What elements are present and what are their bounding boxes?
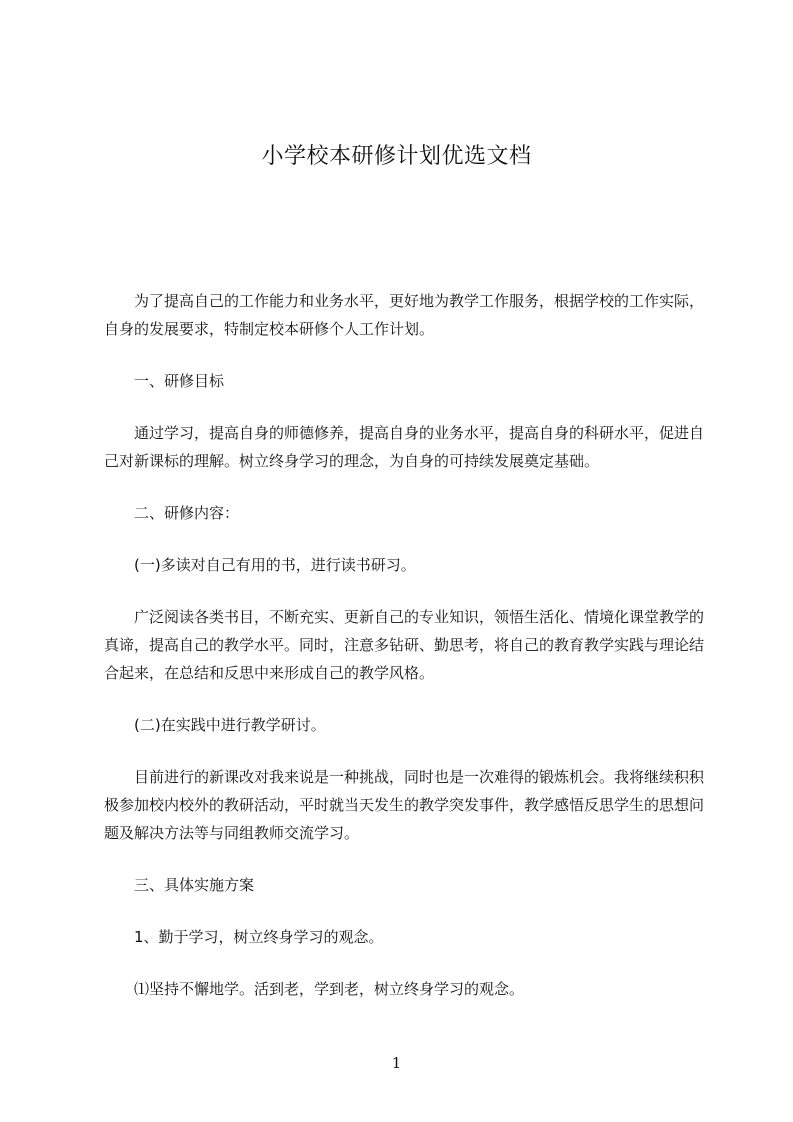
section-heading-plan: 三、具体实施方案 [134, 876, 255, 894]
document-body [104, 287, 704, 1003]
reading-paragraph: 广泛阅读各类书目，不断充实、更新自己的专业知识，领悟生活化、情境化课堂教学的真谛，提高自己的教学水平。同时，注意多钻研、勤思考，将自己的教育教学实践与理论结合起来，在总结和反思中来形成自己的教学风格。 [104, 608, 705, 682]
intro-paragraph: 为了提高自己的工作能力和业务水平，更好地为教学工作服务，根据学校的工作实际，自身的发展要求，特制定校本研修个人工作计划。 [104, 292, 705, 338]
practice-paragraph: 目前进行的新课改对我来说是一种挑战，同时也是一次难得的锻炼机会。我将继续积积极参加校内校外的教研活动，平时就当天发生的教学突发事件，教学感悟反思学生的思想问题及解决方法等与同组教师交流学习。 [104, 768, 705, 842]
plan-item-1-sub-1: ⑴坚持不懈地学。活到老，学到老，树立终身学习的观念。 [134, 980, 525, 998]
section-heading-content: 二、研修内容： [134, 504, 240, 522]
subsection-heading-practice: (二)在实践中进行教学研讨。 [134, 716, 326, 734]
goal-paragraph: 通过学习，提高自身的师德修养，提高自身的业务水平，提高自身的科研水平，促进自己对新课标的理解。树立终身学习的理念，为自身的可持续发展奠定基础。 [104, 424, 705, 470]
section-heading-goal: 一、研修目标 [134, 372, 225, 390]
document-title: 小学校本研修计划优选文档 [261, 144, 532, 169]
subsection-heading-reading: (一)多读对自己有用的书，进行读书研习。 [134, 556, 416, 574]
plan-item-1: 1、勤于学习，树立终身学习的观念。 [134, 928, 384, 946]
page-number: 1 [391, 1054, 402, 1072]
